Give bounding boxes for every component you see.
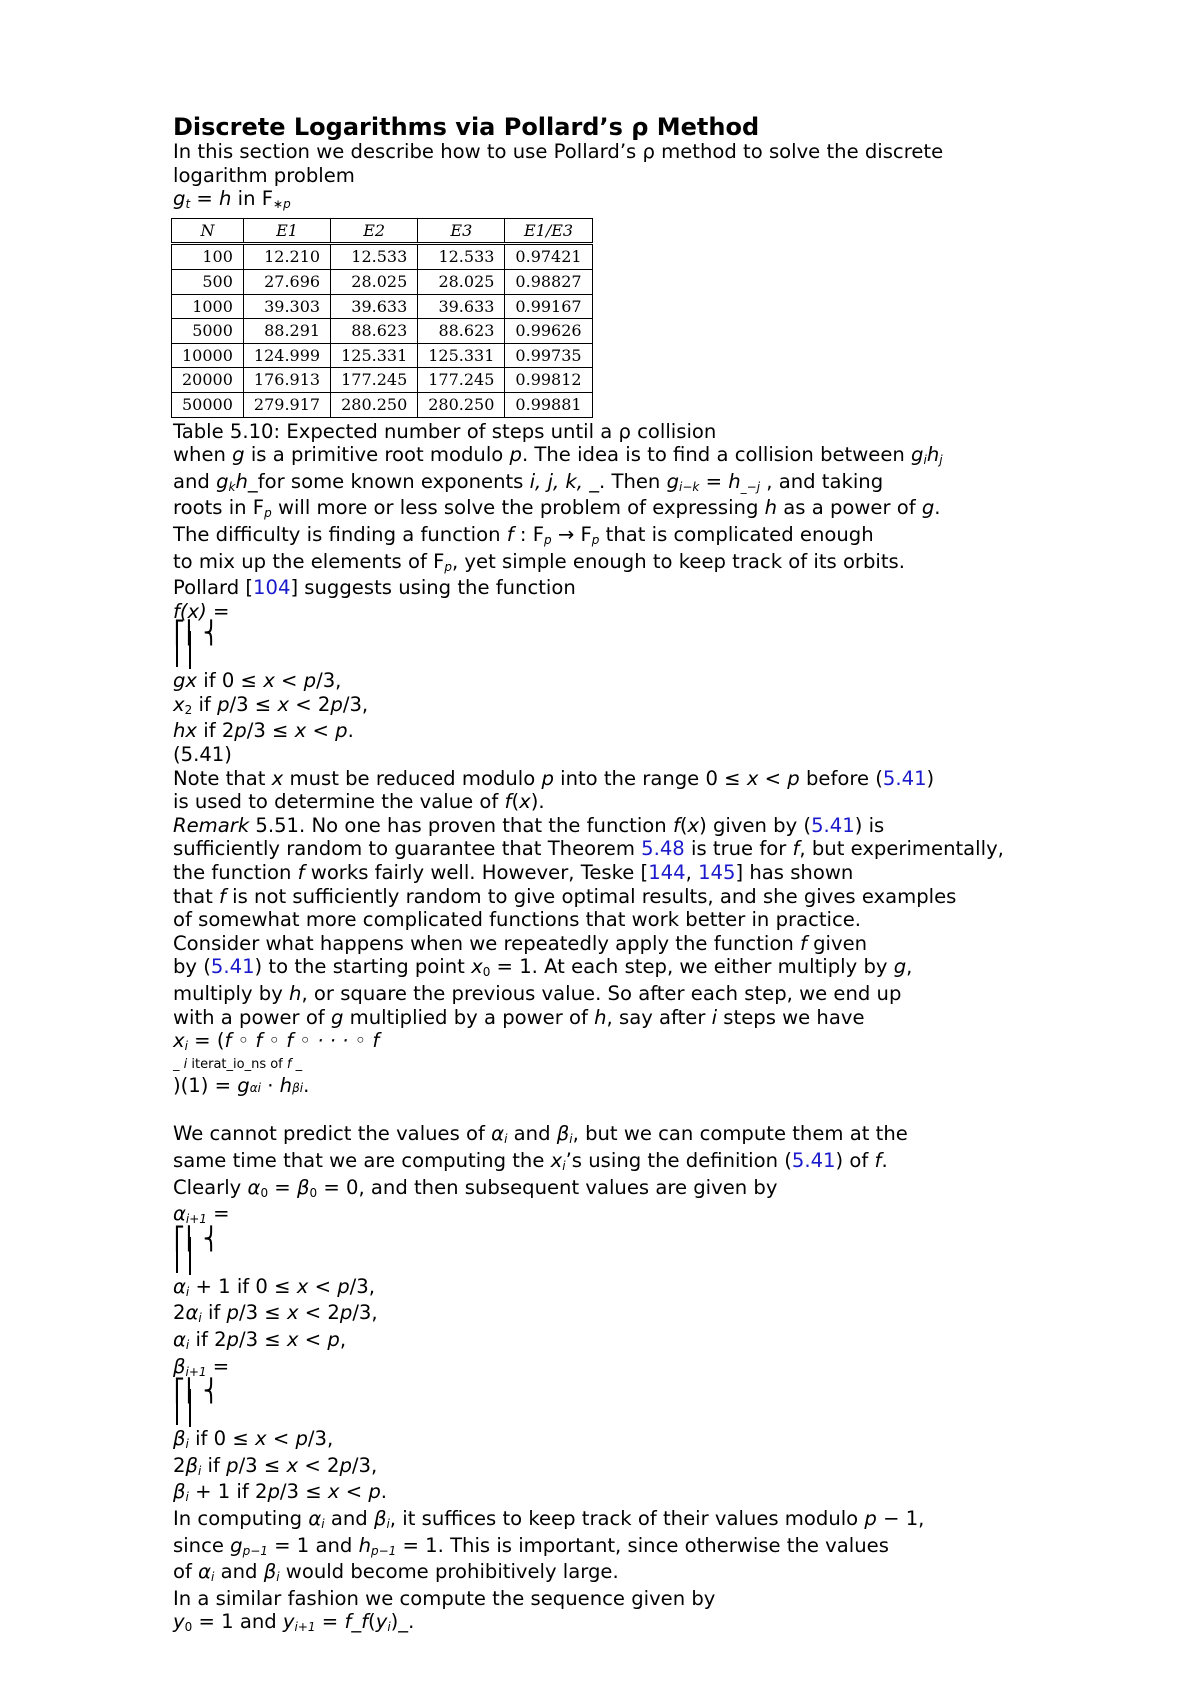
fdef-lhs: f(x) = [173, 599, 230, 623]
header-n: N [172, 218, 244, 244]
consider-line-1: Consider what happens when we repeatedly apply the function f given [173, 931, 868, 955]
eq-5-41-link[interactable]: 5.41 [210, 955, 255, 979]
section-title: Discrete Logarithms via Pollard’s ρ Method [173, 113, 760, 141]
equation-number: (5.41) [173, 743, 232, 767]
beta-case-3: βi + 1 if 2p/3 ≤ x < p. [173, 1480, 388, 1505]
alpha-case-3: αi if 2p/3 ≤ x < p, [173, 1327, 347, 1352]
table-row: 50000 279.917 280.250 280.250 0.99881 [172, 392, 593, 417]
predict-line-3: Clearly α0 = β0 = 0, and then subsequent values are given by [173, 1175, 778, 1200]
header-e3: E3 [418, 218, 505, 244]
iteration-underbrace: _ i iterat_io_ns of f _ [173, 1056, 303, 1072]
header-e1: E1 [243, 218, 330, 244]
beta-case-2: 2βi if p/3 ≤ x < 2p/3, [173, 1453, 378, 1478]
iteration-line-1: xi = (f ◦ f ◦ f ◦ · · · ◦ f [173, 1029, 380, 1054]
final-line-3: of αi and βi would become prohibitively large. [173, 1560, 619, 1585]
table-caption: Table 5.10: Expected number of steps until a ρ collision [173, 419, 717, 443]
alpha-case-2: 2αi if p/3 ≤ x < 2p/3, [173, 1301, 378, 1326]
iteration-line-3: )(1) = gαi · hβi. [173, 1073, 310, 1097]
theorem-5-48-link[interactable]: 5.48 [641, 837, 685, 861]
header-e2: E2 [331, 218, 418, 244]
consider-line-4: with a power of g multiplied by a power of h, say after i steps we have [173, 1005, 865, 1029]
fdef-case-2: x2 if p/3 ≤ x < 2p/3, [173, 692, 369, 717]
header-ratio: E1/E3 [505, 218, 592, 244]
table-header-row [172, 218, 593, 244]
beta-lhs: βi+1 = [173, 1354, 230, 1379]
citation-144-link[interactable]: 144 [648, 861, 686, 885]
left-brace-beta: ⎡ ⎢ ⎨ [173, 1381, 1073, 1427]
remark-line-1: Remark 5.51. No one has proven that the function f(x) given by (5.41) is [173, 813, 885, 837]
expected-steps-table [171, 218, 593, 418]
fdef-case-1: gx if 0 ≤ x < p/3, [173, 669, 342, 693]
table-row: 10000 124.999 125.331 125.331 0.99735 [172, 343, 593, 368]
remark-line-4: that f is not sufficiently random to give optimal results, and she gives examples [173, 884, 957, 908]
alpha-case-1: αi + 1 if 0 ≤ x < p/3, [173, 1274, 375, 1299]
document-page [173, 112, 1073, 1637]
citation-145-link[interactable]: 145 [698, 861, 736, 885]
predict-line-1: We cannot predict the values of αi and βi, but we can compute them at the [173, 1122, 908, 1147]
intro-line-2: logarithm problem [173, 163, 355, 187]
alpha-lhs: αi+1 = [173, 1202, 230, 1227]
beta-case-1: βi if 0 ≤ x < p/3, [173, 1427, 334, 1452]
para1-line-2: and gkh_for some known exponents i, j, k, _. Then gi−k = h_−j , and taking [173, 469, 884, 494]
para1-line-3: roots in Fp will more or less solve the problem of expressing h as a power of g. [173, 496, 941, 521]
table-row: 100 12.210 12.533 12.533 0.97421 [172, 244, 593, 270]
remark-line-5: of somewhat more complicated functions that work better in practice. [173, 908, 862, 932]
para1-line-4: The difficulty is finding a function f : Fp → Fp that is complicated enough [173, 522, 874, 547]
final-line-2: since gp−1 = 1 and hp−1 = 1. This is important, since otherwise the values [173, 1533, 889, 1558]
table-row: 1000 39.303 39.633 39.633 0.99167 [172, 294, 593, 319]
final-line-4: In a similar fashion we compute the sequence given by [173, 1586, 716, 1610]
consider-line-2: by (5.41) to the starting point x0 = 1. At each step, we either multiply by g, [173, 955, 913, 980]
problem-equation: gt = h in F∗p [173, 187, 291, 212]
fdef-case-3: hx if 2p/3 ≤ x < p. [173, 719, 354, 743]
citation-104-link[interactable]: 104 [253, 576, 291, 600]
para1-line-6: Pollard [104] suggests using the function [173, 576, 576, 600]
consider-line-3: multiply by h, or square the previous value. So after each step, we end up [173, 982, 902, 1005]
left-brace-f: ⎡ ⎢ ⎨ [173, 623, 1073, 669]
remark-line-3: the function f works fairly well. However, Teske [144, 145] has shown [173, 861, 854, 885]
eq-5-41-link[interactable]: 5.41 [791, 1148, 836, 1172]
final-line-5: y0 = 1 and yi+1 = f_f(yi)_. [173, 1610, 415, 1635]
para1-line-1: when g is a primitive root modulo p. The idea is to find a collision between gihj [173, 443, 943, 468]
predict-line-2: same time that we are computing the xi’s using the definition (5.41) of f. [173, 1148, 888, 1173]
eq-5-41-link[interactable]: 5.41 [811, 813, 855, 837]
table-row: 500 27.696 28.025 28.025 0.98827 [172, 269, 593, 294]
table-row: 5000 88.291 88.623 88.623 0.99626 [172, 319, 593, 344]
table-row: 20000 176.913 177.245 177.245 0.99812 [172, 368, 593, 393]
remark-line-2: sufficiently random to guarantee that Theorem 5.48 is true for f, but experimentally, [173, 837, 1004, 861]
note-line-2: is used to determine the value of f(x). [173, 790, 545, 814]
para1-line-5: to mix up the elements of Fp, yet simple enough to keep track of its orbits. [173, 549, 905, 574]
eq-5-41-link[interactable]: 5.41 [882, 766, 927, 790]
intro-line-1: In this section we describe how to use Pollard’s ρ method to solve the discrete [173, 140, 944, 163]
final-line-1: In computing αi and βi, it suffices to keep track of their values modulo p − 1, [173, 1506, 925, 1531]
left-brace-alpha: ⎡ ⎢ ⎨ [173, 1229, 1073, 1275]
note-line-1: Note that x must be reduced modulo p into the range 0 ≤ x < p before (5.41) [173, 766, 935, 790]
